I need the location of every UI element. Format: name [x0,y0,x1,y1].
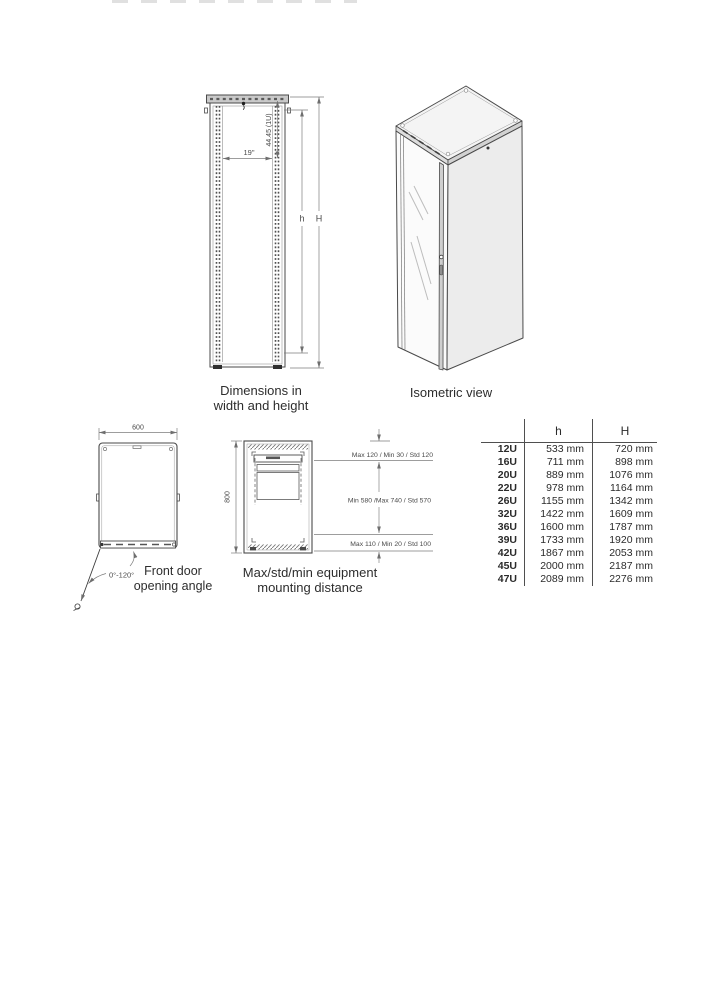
table-row [481,443,657,457]
H-value-cell: 1609 mm [593,508,658,521]
inner-height-label: h [299,213,305,224]
height-spec-table [481,419,657,586]
table-row [481,456,657,469]
cabinet-section-outline [244,441,312,553]
width-dim-label: 19" [243,148,255,157]
H-value-cell: 1076 mm [593,469,658,482]
h-value-cell: 889 mm [525,469,593,482]
opening-angle-label: 0°-120° [109,570,135,580]
header-H: H [593,419,658,443]
H-value-cell: 2187 mm [593,560,658,573]
H-value-cell: 1164 mm [593,482,658,495]
H-value-cell: 2276 mm [593,573,658,586]
foot-right [273,365,282,369]
H-value-cell: 2053 mm [593,547,658,560]
u-size-cell: 45U [497,560,517,572]
front-view-caption: Dimensions in width and height [213,383,309,413]
table-body [481,443,657,587]
u-size-cell: 16U [497,456,517,468]
door-handle [440,255,444,275]
h-value-cell: 1867 mm [525,547,593,560]
outer-height-label: H [315,213,323,224]
table-header-row [481,419,657,443]
door-hinge [100,543,103,546]
h-value-cell: 533 mm [525,443,593,457]
width-dim-label: 600 [132,424,144,432]
header-h: h [525,419,593,443]
table-row [481,534,657,547]
H-value-cell: 1787 mm [593,521,658,534]
u-size-cell: 32U [497,508,517,520]
h-value-cell: 711 mm [525,456,593,469]
table-row [481,495,657,508]
h-value-cell: 2000 mm [525,560,593,573]
mounting-distance-drawing [222,425,462,570]
u-size-cell: 47U [497,573,517,585]
H-value-cell: 898 mm [593,456,658,469]
table-row [481,508,657,521]
mounting-caption: Max/std/min equipment mounting distance [242,565,378,595]
u-size-cell: 39U [497,534,517,546]
u-size-cell: 12U [497,443,517,455]
rear-gap-label: Max 110 / Min 20 / Std 100 [350,541,431,548]
side-lock-icon [487,147,490,150]
u-size-cell: 26U [497,495,517,507]
h-value-cell: 1600 mm [525,521,593,534]
u-size-cell: 20U [497,469,517,481]
isometric-caption: Isometric view [409,385,493,400]
front-view-drawing [185,85,335,375]
h-value-cell: 1155 mm [525,495,593,508]
u-size-cell: 42U [497,547,517,559]
hinge-tab-right [288,108,291,113]
h-value-cell: 1733 mm [525,534,593,547]
table-row [481,469,657,482]
front-gap-label: Max 120 / Min 30 / Std 120 [351,452,433,459]
unit-dim-label: 44.45 (1U) [266,113,273,147]
cabinet-top-outline [97,443,180,548]
side-panel-face [447,126,523,370]
table-row [481,521,657,534]
door-swing-line [74,549,101,611]
u-size-cell: 22U [497,482,517,494]
middle-gap-label: Min 580 /Max 740 / Std 570 [347,497,431,505]
table-row [481,573,657,586]
h-value-cell: 2089 mm [525,573,593,586]
depth-dimension [231,441,242,553]
top-view-caption: Front door opening angle [133,564,213,593]
H-value-cell: 1342 mm [593,495,658,508]
H-value-cell: 720 mm [593,443,658,457]
foot-left [213,365,222,369]
H-value-cell: 1920 mm [593,534,658,547]
table-row [481,482,657,495]
h-value-cell: 978 mm [525,482,593,495]
side-latch-left [97,494,99,501]
side-latch-right [177,494,179,501]
hinge-tab-left [205,108,208,113]
isometric-drawing [385,80,535,380]
h-value-cell: 1422 mm [525,508,593,521]
u-size-cell: 36U [497,521,517,533]
depth-dim-label: 800 [224,491,232,503]
header-empty [481,419,525,443]
scan-artifact [112,0,357,3]
table-row [481,547,657,560]
table-row [481,560,657,573]
